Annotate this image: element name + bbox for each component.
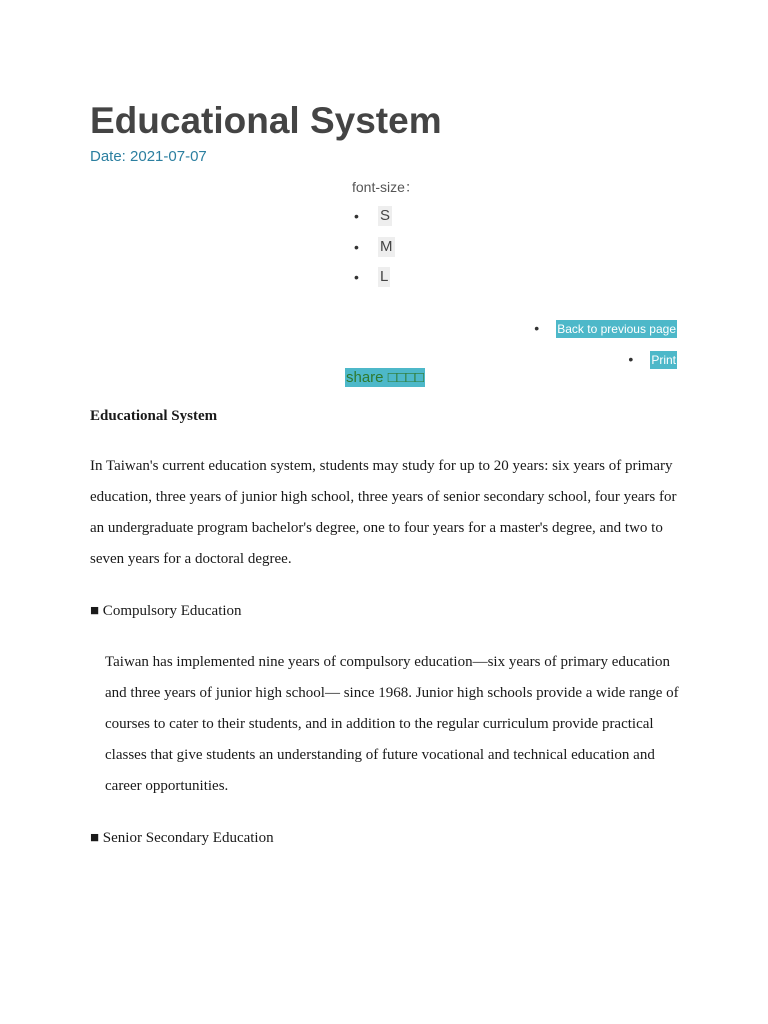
utility-links [534,320,677,382]
section-heading-compulsory: ■ Compulsory Education [90,603,242,619]
intro-paragraph: In Taiwan's current education system, students may study for up to 20 years: six years of primary education, three years of junior high school, three years of senior secondary school, four years for an undergraduate program bachelor's degree, one to four years for a master's degree, and two to seven years for a doctoral degree. [90,458,677,567]
bullet-icon: • [534,320,540,336]
font-size-medium-button[interactable]: M [380,237,393,255]
article-content [90,405,680,849]
font-size-small-button[interactable]: S [380,207,391,224]
print-link[interactable]: Print [651,353,676,367]
font-size-option-large [352,267,395,298]
font-size-options [352,206,395,298]
section-body-compulsory: Taiwan has implemented nine years of compulsory education—six years of primary education and three years of junior high school— since 1968. Junior high schools provide a wide range of courses to cater to their students, and in addition to the regular curriculum provide practical classes that give students an understanding of future vocational and technical education and career opportunities. [105,654,679,794]
font-size-option-small [352,206,395,237]
back-to-previous-page-link[interactable]: Back to previous page [557,322,676,336]
font-size-option-medium [352,237,395,268]
publish-date: Date: 2021-07-07 [90,148,207,165]
article-heading: Educational System [90,408,218,424]
font-size-label: font-size： [352,179,419,195]
utility-item-print [534,351,677,382]
section-heading-senior-secondary: ■ Senior Secondary Education [90,830,274,846]
share-button[interactable]: share □□□□ [346,369,424,386]
utility-item-back [534,320,677,351]
font-size-large-button[interactable]: L [380,268,389,285]
bullet-icon: • [628,351,634,367]
page-title: Educational System [90,100,442,141]
